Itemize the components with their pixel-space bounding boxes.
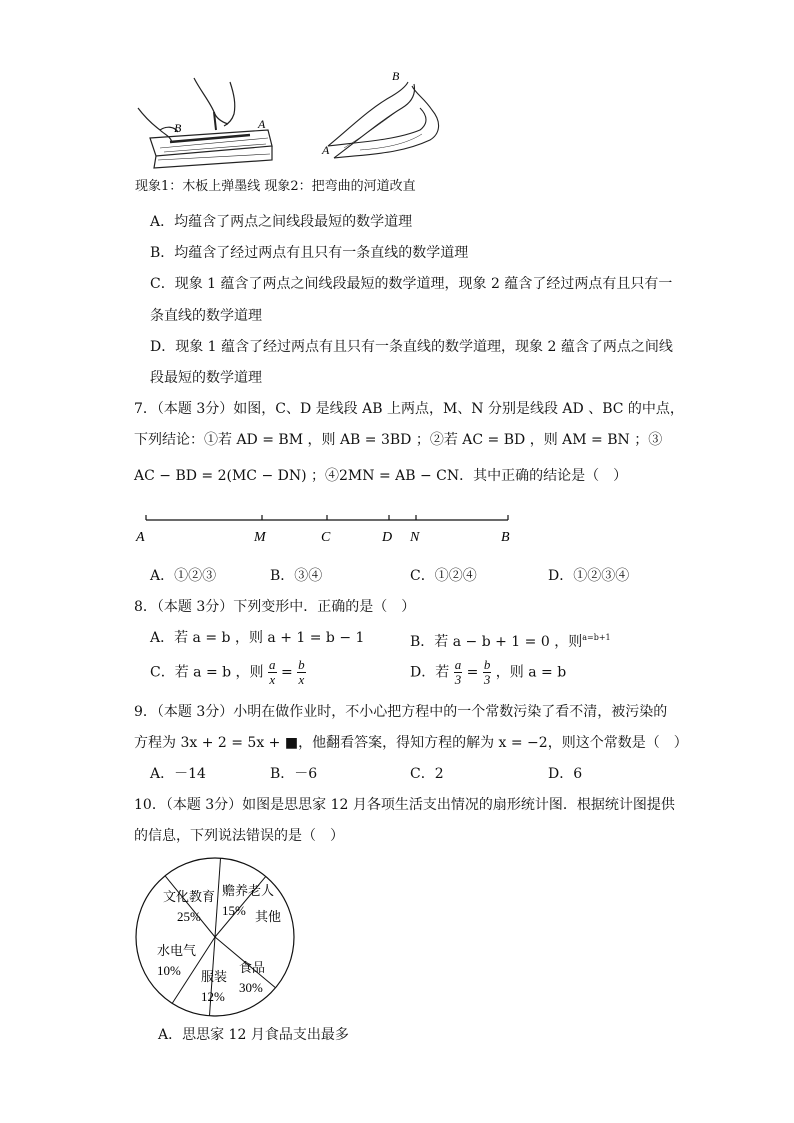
- q8-option-a: A．若 a = b ，则 a + 1 = b − 1: [150, 630, 365, 646]
- q6-option-c-line1: C．现象 1 蕴含了两点之间线段最短的数学道理，现象 2 蕴含了经过两点有且只有一: [150, 276, 673, 292]
- pie-slice-label: 服装: [201, 969, 228, 984]
- q8-option-c-text: C．若 a = b ，则: [150, 664, 264, 681]
- pie-slice-value: 25%: [177, 909, 201, 924]
- point-label: A: [136, 530, 145, 545]
- denominator: 3: [483, 672, 491, 687]
- pie-slice-value: 15%: [222, 903, 246, 918]
- denominator: x: [298, 672, 305, 687]
- pie-slice-label: 赡养老人: [222, 883, 275, 898]
- q6-option-d-line1: D．现象 1 蕴含了经过两点有且只有一条直线的数学道理，现象 2 蕴含了两点之间线: [150, 339, 673, 355]
- point-label: M: [254, 530, 266, 545]
- pie-slice-label: 水电气: [157, 943, 197, 958]
- equals-sign: =: [280, 664, 293, 681]
- label-a-fig1: A: [258, 117, 266, 131]
- q8-option-d: [410, 658, 566, 687]
- label-b-fig2: B: [392, 69, 400, 83]
- q8-stem: 8．（本题 3分）下列变形中．正确的是（ ）: [134, 599, 416, 615]
- point-label: D: [382, 530, 393, 545]
- fraction: [297, 658, 306, 687]
- ink-line-illustration: [138, 78, 272, 168]
- q10-stem-line2: 的信息，下列说法错误的是（ ）: [134, 828, 344, 844]
- q6-option-b: B．均蕴含了经过两点有且只有一条直线的数学道理: [150, 245, 469, 261]
- fraction: [454, 658, 463, 687]
- label-b-fig1: B: [174, 121, 182, 135]
- q9-option-d: D．6: [548, 766, 583, 782]
- q6-option-c-line2: 条直线的数学道理: [150, 308, 262, 324]
- pie-slice-label: 文化教育: [163, 889, 216, 904]
- q8-option-d-tail: ，则 a = b: [495, 664, 567, 681]
- river-illustration: [328, 82, 439, 158]
- q7-stem-line3: AC − BD = 2(MC − DN) ；④2MN = AB − CN．其中正确的结论是（ ）: [134, 468, 628, 484]
- q7-stem-line1: 7．（本题 3分）如图，C、D 是线段 AB 上两点，M、N 分别是线段 AD 、BC 的中点，: [134, 401, 684, 417]
- pie-chart: [130, 852, 300, 1022]
- q10-stem-line1: 10．（本题 3分）如图是思思家 12 月各项生活支出情况的扇形统计图．根据统计图提供: [134, 797, 675, 813]
- numerator: a: [269, 657, 276, 672]
- point-label: N: [410, 530, 420, 545]
- q9-stem-line2: 方程为 3x + 2 = 5x + ■，他翻看答案，得知方程的解为 x = −2，则这个常数是（ ）: [134, 735, 688, 751]
- numerator: a: [454, 657, 462, 672]
- q7-option-c: C．①②④: [410, 568, 477, 584]
- pie-slice-label: 其他: [255, 909, 282, 924]
- pie-slice-label: 食品: [239, 960, 266, 975]
- q7-option-a: A．①②③: [150, 568, 217, 584]
- pie-slice-value: 12%: [201, 989, 225, 1004]
- figure-caption: 现象1：木板上弹墨线 现象2：把弯曲的河道改直: [135, 179, 416, 194]
- denominator: x: [269, 672, 276, 687]
- q10-option-a: A．思思家 12 月食品支出最多: [158, 1027, 349, 1043]
- pie-slice-boundary: [165, 876, 215, 937]
- pie-slice-boundary: [215, 858, 221, 937]
- fraction: [268, 658, 277, 687]
- point-label: B: [501, 530, 510, 545]
- segment-figure: [134, 510, 524, 550]
- figure-phenomena: [130, 68, 470, 178]
- q9-option-b: B．－6: [270, 766, 318, 782]
- denominator: 3: [454, 672, 462, 687]
- q9-stem-line1: 9．（本题 3分）小明在做作业时，不小心把方程中的一个常数污染了看不清，被污染的: [134, 704, 668, 720]
- q6-option-d-line2: 段最短的数学道理: [150, 370, 262, 386]
- fraction: [483, 658, 492, 687]
- q9-option-c: C．2: [410, 766, 444, 782]
- q7-option-b: B．③④: [270, 568, 323, 584]
- q8-option-d-text: D．若: [410, 664, 450, 681]
- point-label: C: [321, 530, 331, 545]
- q6-option-a: A．均蕴含了两点之间线段最短的数学道理: [150, 214, 413, 230]
- q8-option-c: [150, 658, 306, 687]
- numerator: b: [298, 657, 305, 672]
- equals-sign: =: [466, 664, 479, 681]
- q8-option-b: [410, 628, 611, 652]
- numerator: b: [483, 657, 491, 672]
- q8-option-b-text: B．若 a − b + 1 = 0 ，则: [410, 634, 583, 650]
- label-a-fig2: A: [322, 143, 330, 157]
- q7-option-d: D．①②③④: [548, 568, 630, 584]
- q9-option-a: A．－14: [150, 766, 206, 782]
- pie-slice-value: 30%: [239, 980, 263, 995]
- q8-option-b-tail: a=b+1: [582, 633, 611, 642]
- q7-stem-line2: 下列结论：①若 AD = BM ，则 AB = 3BD ；②若 AC = BD ，则 AM = BN ；③: [134, 432, 663, 448]
- pie-slice-value: 10%: [157, 963, 181, 978]
